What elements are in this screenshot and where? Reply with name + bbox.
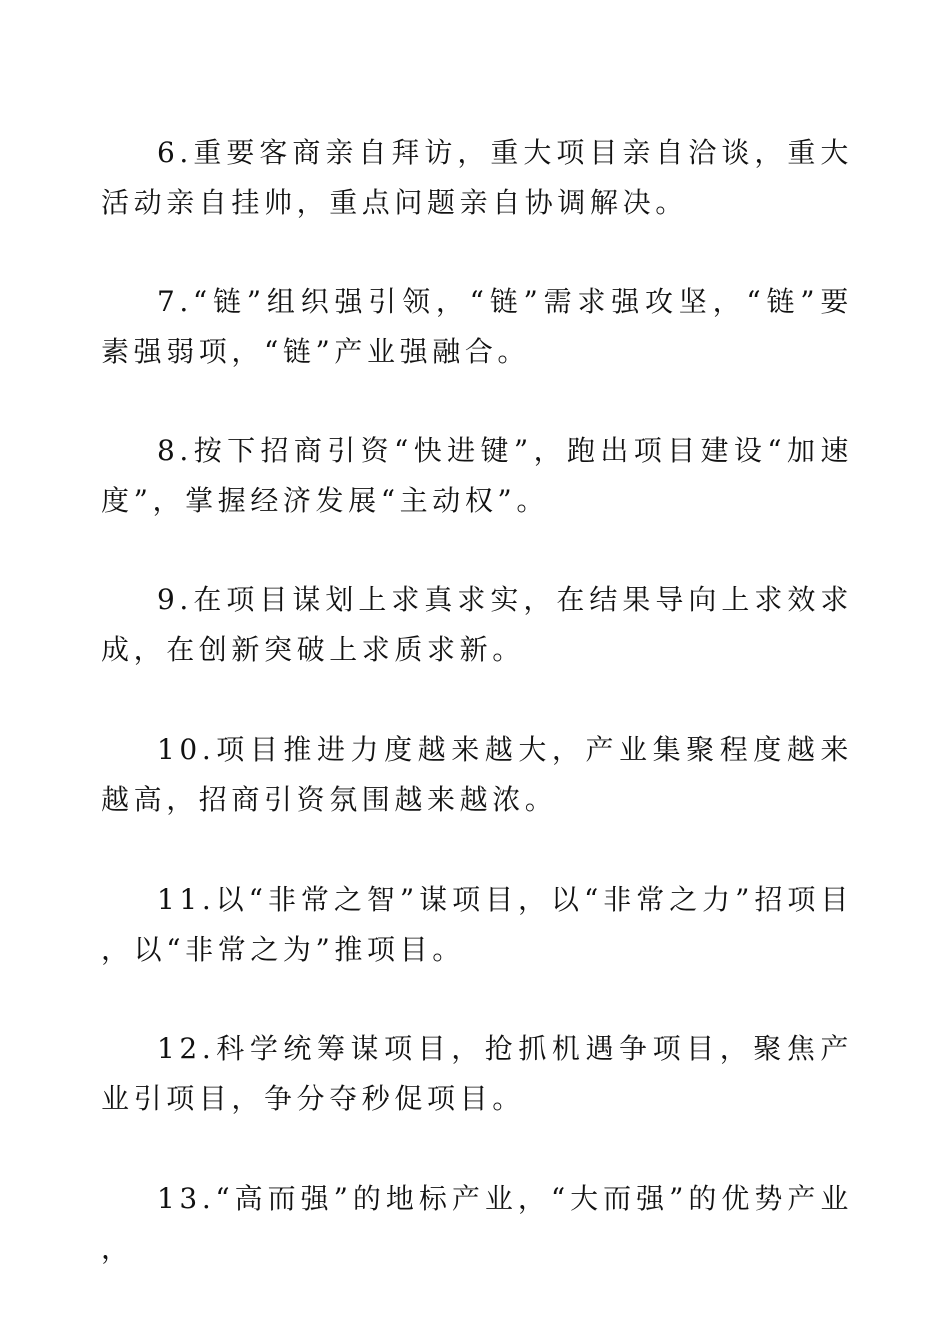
paragraph-6: 6.重要客商亲自拜访，重大项目亲自洽谈，重大活动亲自挂帅，重点问题亲自协调解决。 (101, 136, 853, 219)
paragraph-9: 9.在项目谋划上求真求实，在结果导向上求效求成，在创新突破上求质求新。 (101, 583, 853, 666)
paragraph-11: 11.以“非常之智”谋项目，以“非常之力”招项目，以“非常之为”推项目。 (101, 883, 853, 966)
paragraph-12: 12.科学统筹谋项目，抢抓机遇争项目，聚焦产业引项目，争分夺秒促项目。 (101, 1032, 853, 1115)
paragraph-8: 8.按下招商引资“快进键”，跑出项目建设“加速度”，掌握经济发展“主动权”。 (101, 434, 853, 517)
paragraph-7: 7.“链”组织强引领，“链”需求强攻坚，“链”要素强弱项，“链”产业强融合。 (101, 285, 853, 368)
paragraph-13: 13.“高而强”的地标产业，“大而强”的优势产业， (101, 1182, 853, 1265)
paragraph-10: 10.项目推进力度越来越大，产业集聚程度越来越高，招商引资氛围越来越浓。 (101, 733, 853, 816)
